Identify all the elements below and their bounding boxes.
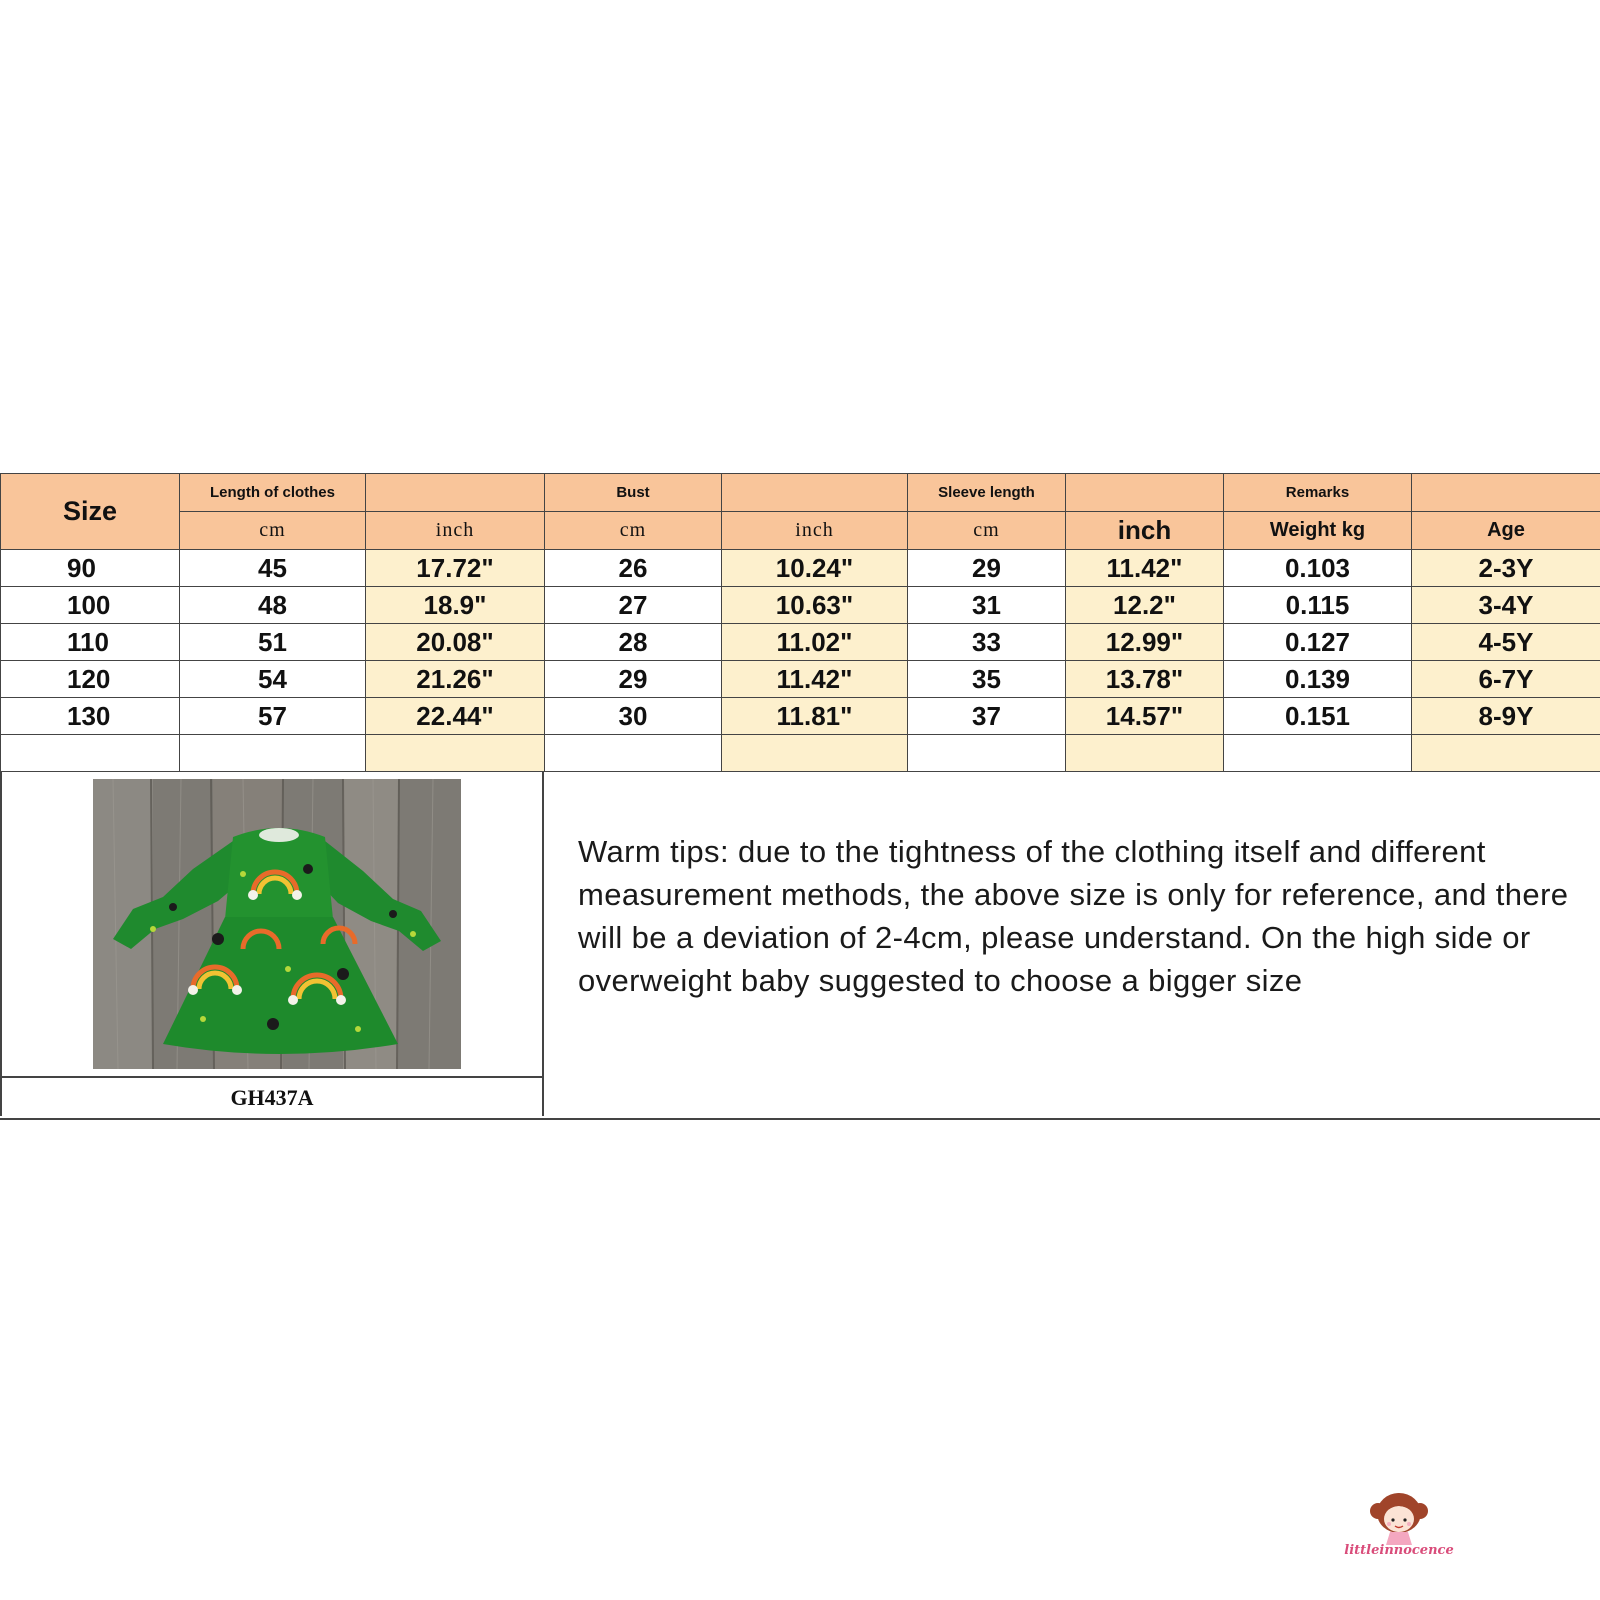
bust-cm-cell: 27 [545, 587, 722, 624]
product-code: GH437A [2, 1076, 542, 1116]
age-cell: 8-9Y [1412, 698, 1600, 735]
size-cell: 130 [1, 698, 180, 735]
empty-cell [545, 735, 722, 772]
bust-inch-cell: 11.42" [722, 661, 908, 698]
length-cm-cell: 51 [180, 624, 366, 661]
table-row [1, 550, 1600, 587]
product-image-cell [0, 772, 544, 1116]
girl-face-icon [1334, 1485, 1464, 1547]
size-cell: 90 [1, 550, 180, 587]
bust-header: Bust [545, 474, 722, 512]
weight-header: Weight kg [1224, 512, 1412, 550]
sleeve-inch-header: inch [1066, 512, 1224, 550]
bust-inch-header: inch [722, 512, 908, 550]
age-header-spacer [1412, 474, 1600, 512]
bust-cm-cell: 28 [545, 624, 722, 661]
length-header-spacer [366, 474, 545, 512]
product-section [0, 772, 1600, 1120]
age-header: Age [1412, 512, 1600, 550]
weight-cell: 0.151 [1224, 698, 1412, 735]
bust-inch-cell: 11.02" [722, 624, 908, 661]
sleeve-header-spacer [1066, 474, 1224, 512]
bust-cm-header: cm [545, 512, 722, 550]
age-cell: 3-4Y [1412, 587, 1600, 624]
age-cell: 4-5Y [1412, 624, 1600, 661]
sleeve-cm-cell: 37 [908, 698, 1066, 735]
length-header: Length of clothes [180, 474, 366, 512]
bust-cm-cell: 29 [545, 661, 722, 698]
remarks-header: Remarks [1224, 474, 1412, 512]
warm-tips-text: Warm tips: due to the tightness of the clothing itself and different measurement methods, the above size is only for reference, and there will be a deviation of 2-4cm, please understand. On the high side or overweight baby suggested to choose a bigger size [578, 834, 1569, 998]
sleeve-cm-cell: 33 [908, 624, 1066, 661]
length-inch-cell: 18.9" [366, 587, 545, 624]
sleeve-inch-cell: 12.99" [1066, 624, 1224, 661]
size-cell: 100 [1, 587, 180, 624]
empty-cell [908, 735, 1066, 772]
length-cm-cell: 48 [180, 587, 366, 624]
sleeve-cm-cell: 35 [908, 661, 1066, 698]
brand-logo-text: littleinnocence [1344, 1543, 1454, 1558]
weight-cell: 0.127 [1224, 624, 1412, 661]
sleeve-cm-cell: 29 [908, 550, 1066, 587]
age-cell: 2-3Y [1412, 550, 1600, 587]
sleeve-inch-cell: 11.42" [1066, 550, 1224, 587]
sleeve-inch-cell: 13.78" [1066, 661, 1224, 698]
length-inch-cell: 21.26" [366, 661, 545, 698]
header-row-labels [1, 474, 1600, 512]
empty-cell [722, 735, 908, 772]
empty-cell [1412, 735, 1600, 772]
weight-cell: 0.115 [1224, 587, 1412, 624]
sleeve-header: Sleeve length [908, 474, 1066, 512]
table-row [1, 698, 1600, 735]
length-inch-cell: 20.08" [366, 624, 545, 661]
table-row [1, 624, 1600, 661]
weight-cell: 0.139 [1224, 661, 1412, 698]
size-chart [0, 473, 1600, 1120]
bust-cm-cell: 30 [545, 698, 722, 735]
bust-header-spacer [722, 474, 908, 512]
length-cm-cell: 54 [180, 661, 366, 698]
size-cell: 120 [1, 661, 180, 698]
empty-cell [1224, 735, 1412, 772]
empty-cell [1066, 735, 1224, 772]
age-cell: 6-7Y [1412, 661, 1600, 698]
bust-inch-cell: 11.81" [722, 698, 908, 735]
sleeve-inch-cell: 12.2" [1066, 587, 1224, 624]
length-inch-header: inch [366, 512, 545, 550]
table-row [1, 661, 1600, 698]
empty-row [1, 735, 1600, 772]
size-table [0, 473, 1600, 772]
length-inch-cell: 22.44" [366, 698, 545, 735]
bust-cm-cell: 26 [545, 550, 722, 587]
length-cm-cell: 57 [180, 698, 366, 735]
dress-photo [93, 779, 461, 1069]
empty-cell [180, 735, 366, 772]
empty-cell [1, 735, 180, 772]
bust-inch-cell: 10.63" [722, 587, 908, 624]
size-header: Size [1, 474, 180, 550]
weight-cell: 0.103 [1224, 550, 1412, 587]
empty-cell [366, 735, 545, 772]
length-inch-cell: 17.72" [366, 550, 545, 587]
size-cell: 110 [1, 624, 180, 661]
length-cm-header: cm [180, 512, 366, 550]
sleeve-inch-cell: 14.57" [1066, 698, 1224, 735]
brand-logo [1334, 1485, 1464, 1575]
length-cm-cell: 45 [180, 550, 366, 587]
sleeve-cm-cell: 31 [908, 587, 1066, 624]
sleeve-cm-header: cm [908, 512, 1066, 550]
bust-inch-cell: 10.24" [722, 550, 908, 587]
table-row [1, 587, 1600, 624]
header-row-units [1, 512, 1600, 550]
